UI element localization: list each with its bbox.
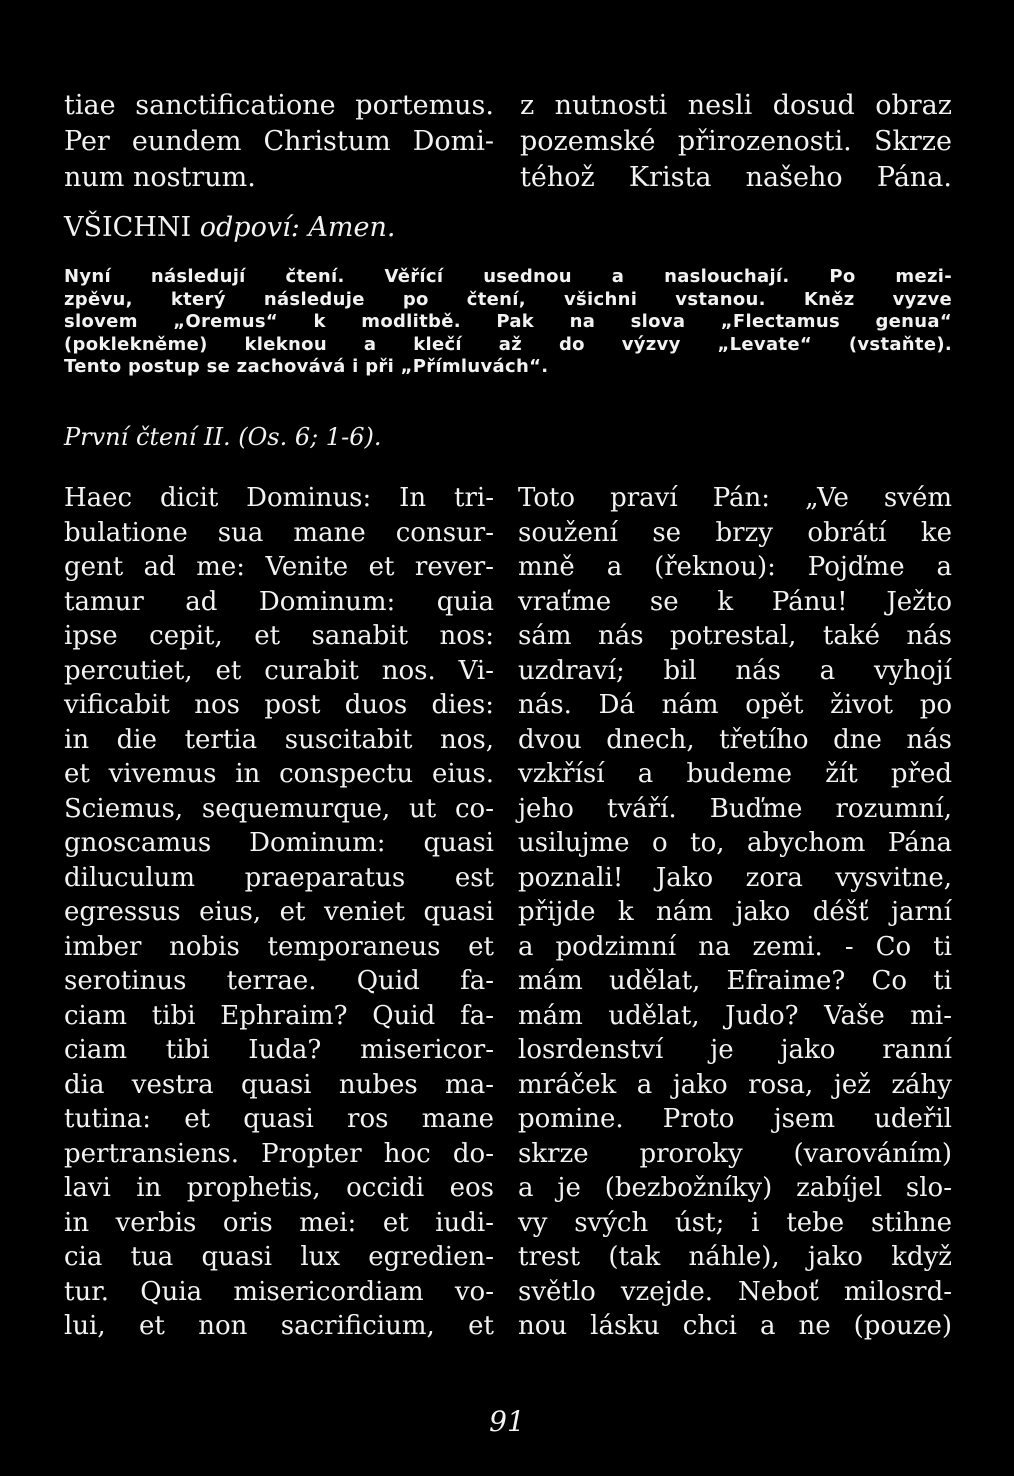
latin-reading-line: tutina: et quasi ros mane bbox=[64, 1104, 494, 1134]
latin-reading-line: ciam tibi Ephraim? Quid fa- bbox=[64, 1000, 494, 1031]
latin-reading-line: bulatione sua mane consur- bbox=[64, 517, 494, 548]
rubric-instructions bbox=[64, 266, 952, 379]
response-speaker: VŠICHNI bbox=[64, 212, 192, 243]
czech-reading-line: soužení se brzy obrátí ke bbox=[518, 517, 952, 548]
latin-prayer-ending bbox=[64, 88, 494, 196]
czech-reading-line: uzdraví; bil nás a vyhojí bbox=[518, 655, 952, 686]
latin-reading-line: gnoscamus Dominum: quasi bbox=[64, 828, 494, 858]
latin-reading-line: percutiet, et curabit nos. Vi- bbox=[64, 655, 494, 686]
latin-reading-line: tamur ad Dominum: quia bbox=[64, 586, 494, 617]
latin-reading-line: ipse cepit, et sanabit nos: bbox=[64, 621, 494, 651]
czech-line: z nutnosti nesli dosud obraz bbox=[520, 90, 952, 121]
czech-reading-line: trest (tak náhle), jako když bbox=[518, 1242, 952, 1272]
latin-reading-line: serotinus terrae. Quid fa- bbox=[64, 966, 494, 996]
latin-reading-line: diluculum praeparatus est bbox=[64, 862, 494, 893]
czech-reading-line: mám udělat, Efraime? Co ti bbox=[518, 966, 952, 996]
czech-reading-line: mráček a jako rosa, jež záhy bbox=[518, 1069, 952, 1100]
czech-reading-line: vraťme se k Pánu! Ježto bbox=[518, 586, 952, 617]
czech-reading-line: světlo vzejde. Neboť milosrd- bbox=[518, 1276, 952, 1307]
rubric-line: (poklekněme) kleknou a klečí až do výzvy „Levate“ (vstaňte). bbox=[64, 333, 952, 355]
czech-reading-line: Toto praví Pán: „Ve svém bbox=[518, 483, 952, 513]
latin-line: Per eundem Christum Domi- bbox=[64, 126, 494, 157]
reading-title: První čtení II. (Os. 6; 1-6). bbox=[64, 423, 382, 451]
czech-reading-line: nou lásku chci a ne (pouze) bbox=[518, 1311, 952, 1341]
latin-reading-line: in verbis oris mei: et iudi- bbox=[64, 1207, 494, 1238]
page-number: 91 bbox=[489, 1405, 525, 1438]
latin-reading-line: pertransiens. Propter hoc do- bbox=[64, 1138, 494, 1169]
latin-reading-line: Haec dicit Dominus: In tri- bbox=[64, 483, 494, 513]
czech-reading-line: jeho tváří. Buďme rozumní, bbox=[518, 793, 952, 824]
latin-reading-line: dia vestra quasi nubes ma- bbox=[64, 1069, 494, 1100]
rubric-line: Tento postup se zachovává i při „Přímluvách“. bbox=[64, 356, 549, 377]
rubric-line: Nyní následují čtení. Věřící usednou a naslouchají. Po mezi- bbox=[64, 266, 952, 287]
czech-reading-line: vzkřísí a budeme žít před bbox=[518, 759, 952, 789]
people-response bbox=[64, 210, 395, 246]
czech-reading-line: mně a (řeknou): Pojďme a bbox=[518, 552, 952, 582]
czech-reading-line: poznali! Jako zora vysvitne, bbox=[518, 862, 952, 893]
latin-reading-line: Sciemus, sequemurque, ut co- bbox=[64, 793, 494, 824]
czech-reading-line: skrze proroky (varováním) bbox=[518, 1138, 952, 1169]
czech-reading-line: sám nás potrestal, také nás bbox=[518, 621, 952, 651]
latin-reading-line: ciam tibi Iuda? misericor- bbox=[64, 1035, 494, 1065]
latin-reading-line: tur. Quia misericordiam vo- bbox=[64, 1276, 494, 1307]
czech-reading-line: nás. Dá nám opět život po bbox=[518, 690, 952, 720]
response-instruction: odpoví: Amen. bbox=[199, 212, 396, 243]
czech-reading-line: a je (bezbožníky) zabíjel slo- bbox=[518, 1173, 952, 1203]
latin-reading-line: gent ad me: Venite et rever- bbox=[64, 552, 494, 582]
latin-reading-line: egressus eius, et veniet quasi bbox=[64, 897, 494, 927]
czech-reading-line: vy svých úst; i tebe stihne bbox=[518, 1207, 952, 1238]
latin-reading-line: cia tua quasi lux egredien- bbox=[64, 1242, 494, 1272]
czech-line: téhož Krista našeho Pána. bbox=[520, 162, 952, 193]
latin-reading-line: in die tertia suscitabit nos, bbox=[64, 724, 494, 755]
czech-prayer-ending bbox=[520, 88, 952, 196]
latin-reading-line: vificabit nos post duos dies: bbox=[64, 690, 494, 720]
latin-reading-line: et vivemus in conspectu eius. bbox=[64, 759, 494, 789]
czech-reading-line: dvou dnech, třetího dne nás bbox=[518, 724, 952, 755]
latin-line: tiae sanctificatione portemus. bbox=[64, 90, 494, 121]
czech-reading-line: losrdenství je jako ranní bbox=[518, 1035, 952, 1065]
latin-line: num nostrum. bbox=[64, 162, 256, 193]
latin-reading bbox=[64, 481, 494, 1344]
czech-line: pozemské přirozenosti. Skrze bbox=[520, 126, 952, 157]
rubric-line: zpěvu, který následuje po čtení, všichni vstanou. Kněz vyzve bbox=[64, 288, 952, 310]
czech-reading-line: mám udělat, Judo? Vaše mi- bbox=[518, 1000, 952, 1031]
czech-reading-line: přijde k nám jako déšť jarní bbox=[518, 897, 952, 927]
rubric-line: slovem „Oremus“ k modlitbě. Pak na slova „Flectamus genua“ bbox=[64, 311, 952, 332]
latin-reading-line: imber nobis temporaneus et bbox=[64, 931, 494, 962]
latin-reading-line: lui, et non sacrificium, et bbox=[64, 1311, 494, 1341]
czech-reading-line: usilujme o to, abychom Pána bbox=[518, 828, 952, 858]
czech-reading-line: a podzimní na zemi. - Co ti bbox=[518, 931, 952, 962]
latin-reading-line: lavi in prophetis, occidi eos bbox=[64, 1173, 494, 1203]
czech-reading-line: pomine. Proto jsem udeřil bbox=[518, 1104, 952, 1134]
czech-reading bbox=[518, 481, 952, 1344]
